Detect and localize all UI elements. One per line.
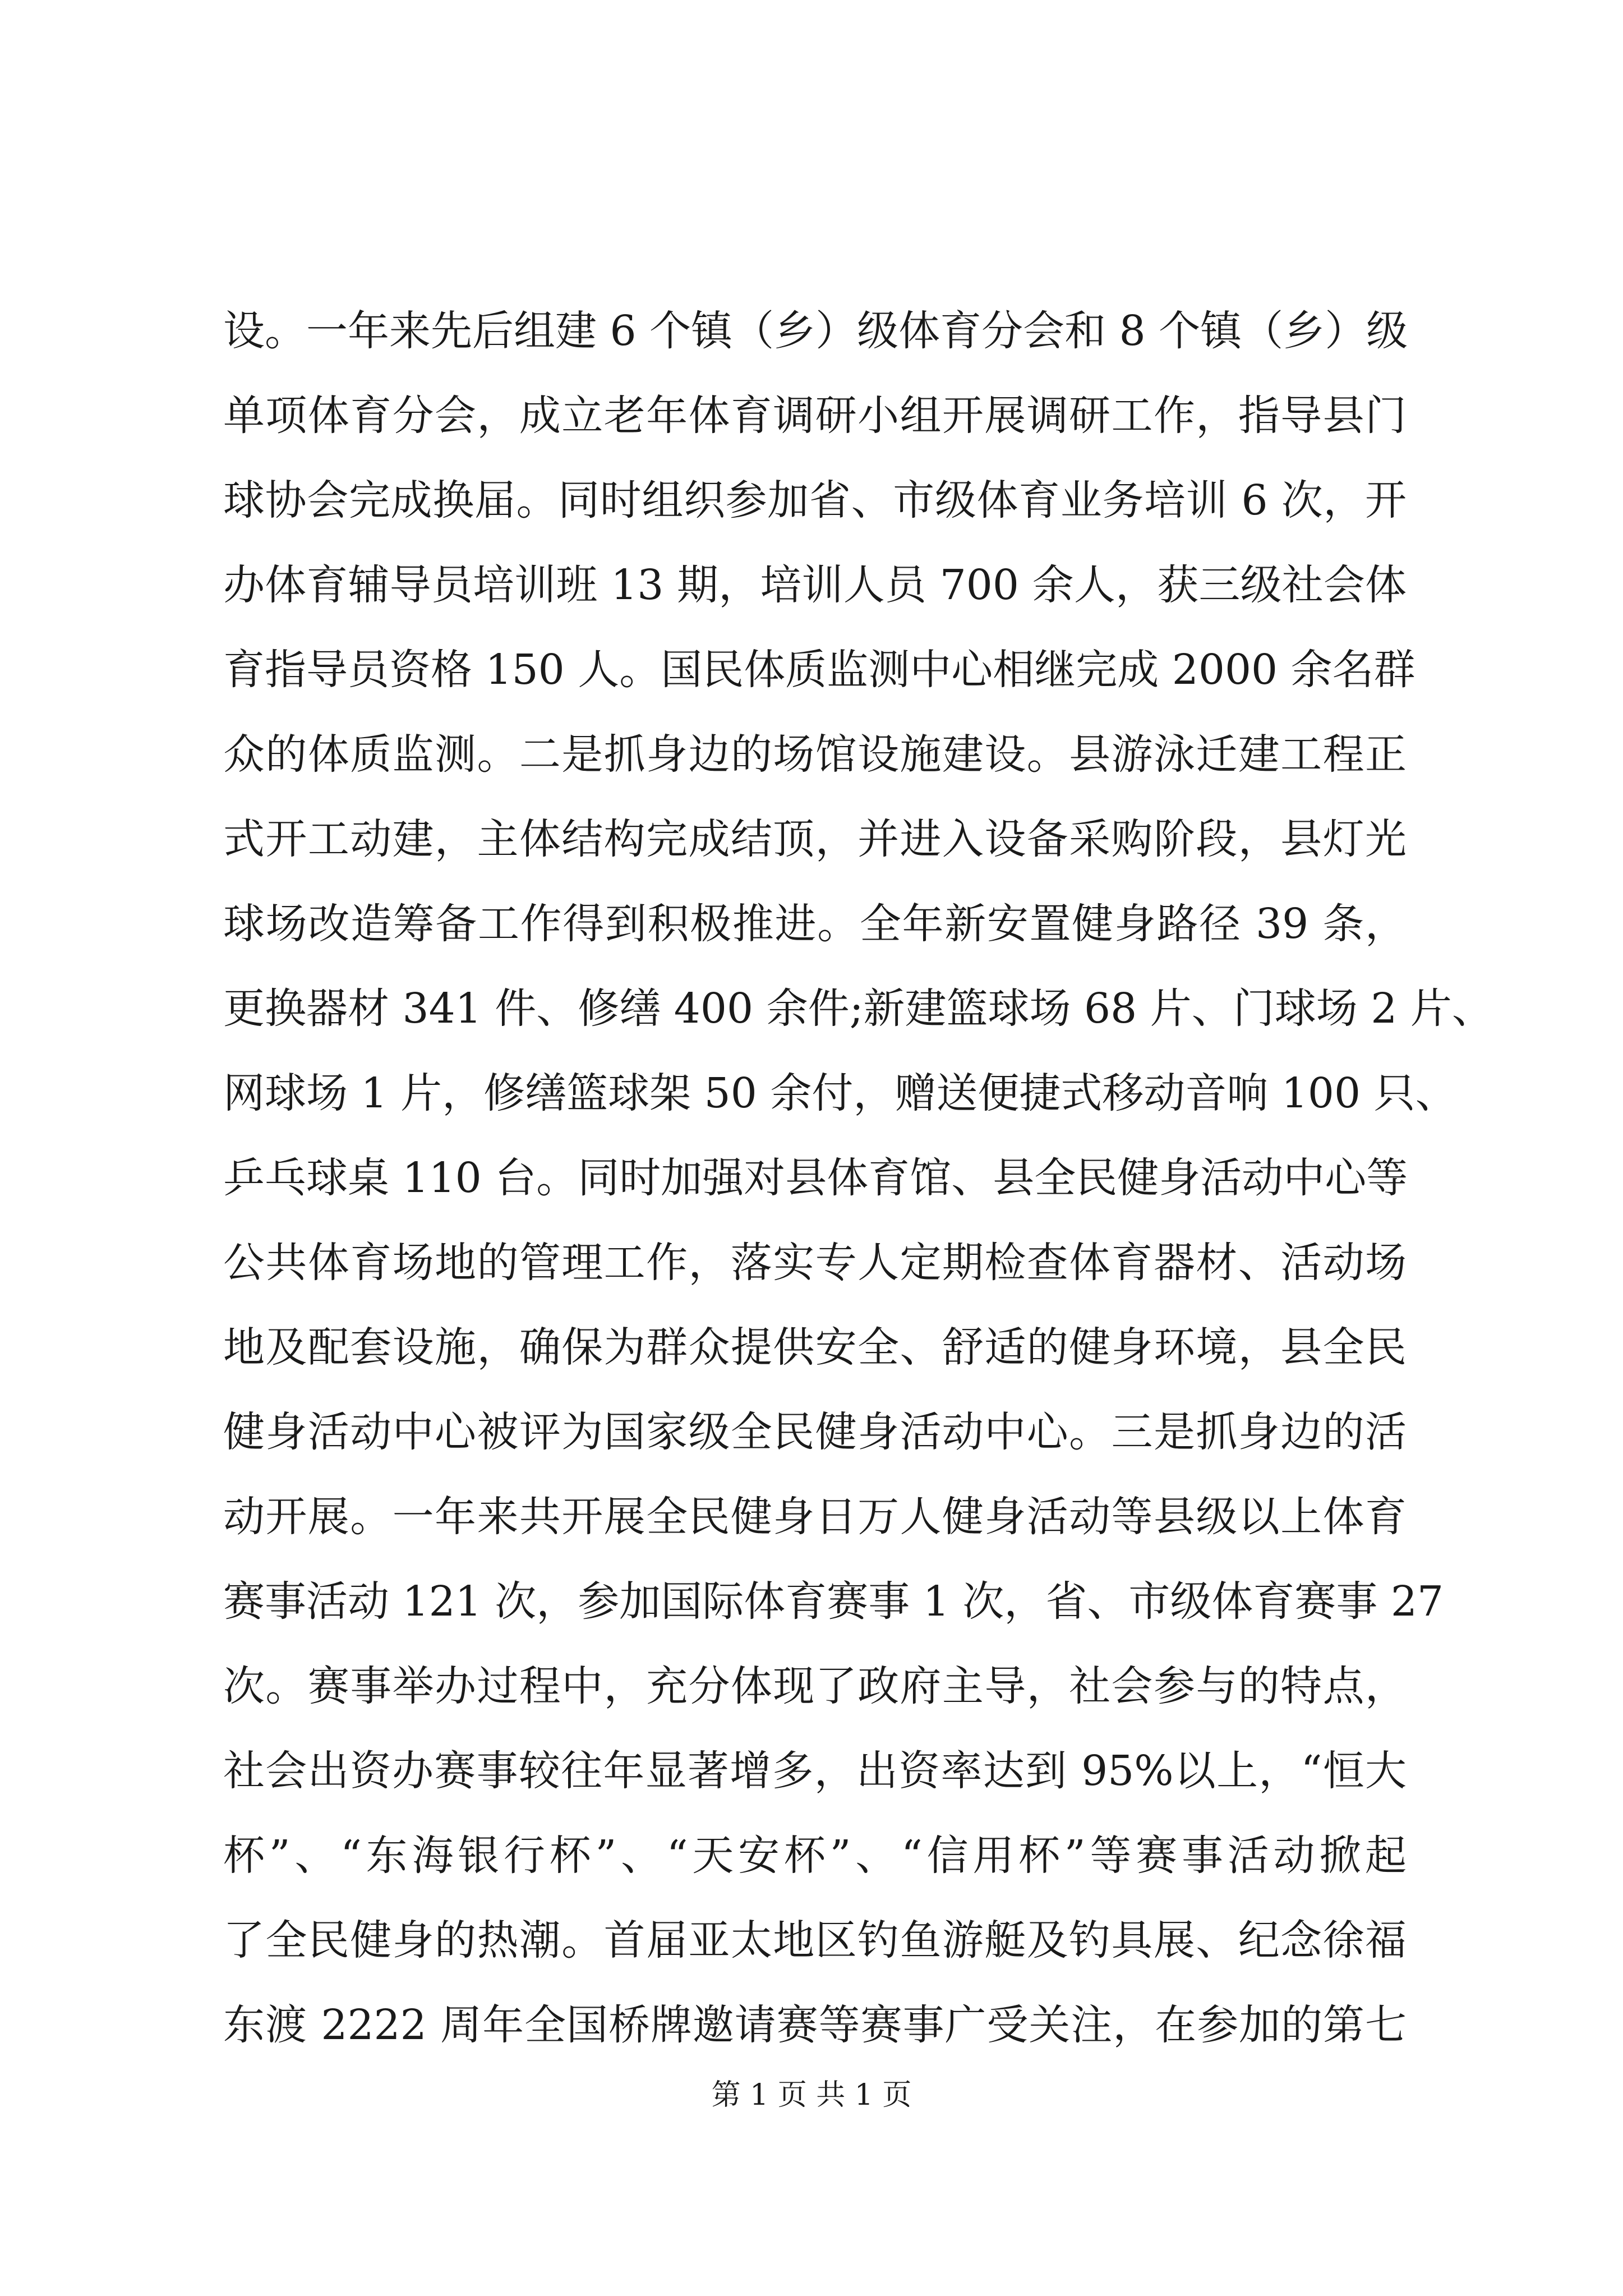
text-line: 设。一年来先后组建 6 个镇（乡）级体育分会和 8 个镇（乡）级 xyxy=(223,307,1408,355)
text-line: 健身活动中心被评为国家级全民健身活动中心。三是抓身边的活 xyxy=(223,1408,1407,1456)
body-text xyxy=(223,289,1493,2068)
text-line: 杯”、“东海银行杯”、“天安杯”、“信用杯”等赛事活动掀起 xyxy=(223,1832,1407,1880)
text-line: 育指导员资格 150 人。国民体质监测中心相继完成 2000 余名群 xyxy=(223,646,1415,694)
text-line: 了全民健身的热潮。首届亚太地区钓鱼游艇及钓具展、纪念徐福 xyxy=(223,1916,1407,1964)
page-number-footer: 第 1 页 共 1 页 xyxy=(711,2078,912,2112)
text-line: 众的体质监测。二是抓身边的场馆设施建设。县游泳迁建工程正 xyxy=(223,730,1407,779)
text-line: 网球场 1 片，修缮篮球架 50 余付，赠送便捷式移动音响 100 只、 xyxy=(223,1069,1457,1117)
text-line: 公共体育场地的管理工作，落实专人定期检查体育器材、活动场 xyxy=(223,1239,1407,1287)
text-line: 东渡 2222 周年全国桥牌邀请赛等赛事广受关注，在参加的第七 xyxy=(223,2001,1407,2049)
text-line: 赛事活动 121 次，参加国际体育赛事 1 次，省、市级体育赛事 27 xyxy=(223,1577,1444,1626)
text-line: 地及配套设施，确保为群众提供安全、舒适的健身环境，县全民 xyxy=(223,1323,1407,1372)
text-line: 办体育辅导员培训班 13 期，培训人员 700 余人，获三级社会体 xyxy=(223,561,1407,609)
text-line: 社会出资办赛事较往年显著增多，出资率达到 95%以上，“恒大 xyxy=(223,1747,1407,1795)
text-line: 更换器材 341 件、修缮 400 余件;新建篮球场 68 片、门球场 2 片、 xyxy=(223,984,1493,1033)
text-line: 球协会完成换届。同时组织参加省、市级体育业务培训 6 次，开 xyxy=(223,476,1407,524)
text-line: 式开工动建，主体结构完成结顶，并进入设备采购阶段，县灯光 xyxy=(223,815,1407,863)
text-line: 单项体育分会，成立老年体育调研小组开展调研工作，指导县门 xyxy=(223,392,1407,440)
text-line: 乒乓球桌 110 台。同时加强对县体育馆、县全民健身活动中心等 xyxy=(223,1154,1408,1202)
text-line: 球场改造筹备工作得到积极推进。全年新安置健身路径 39 条， xyxy=(223,900,1407,948)
text-line: 次。赛事举办过程中，充分体现了政府主导，社会参与的特点， xyxy=(223,1662,1407,1710)
text-line: 动开展。一年来共开展全民健身日万人健身活动等县级以上体育 xyxy=(223,1493,1407,1541)
